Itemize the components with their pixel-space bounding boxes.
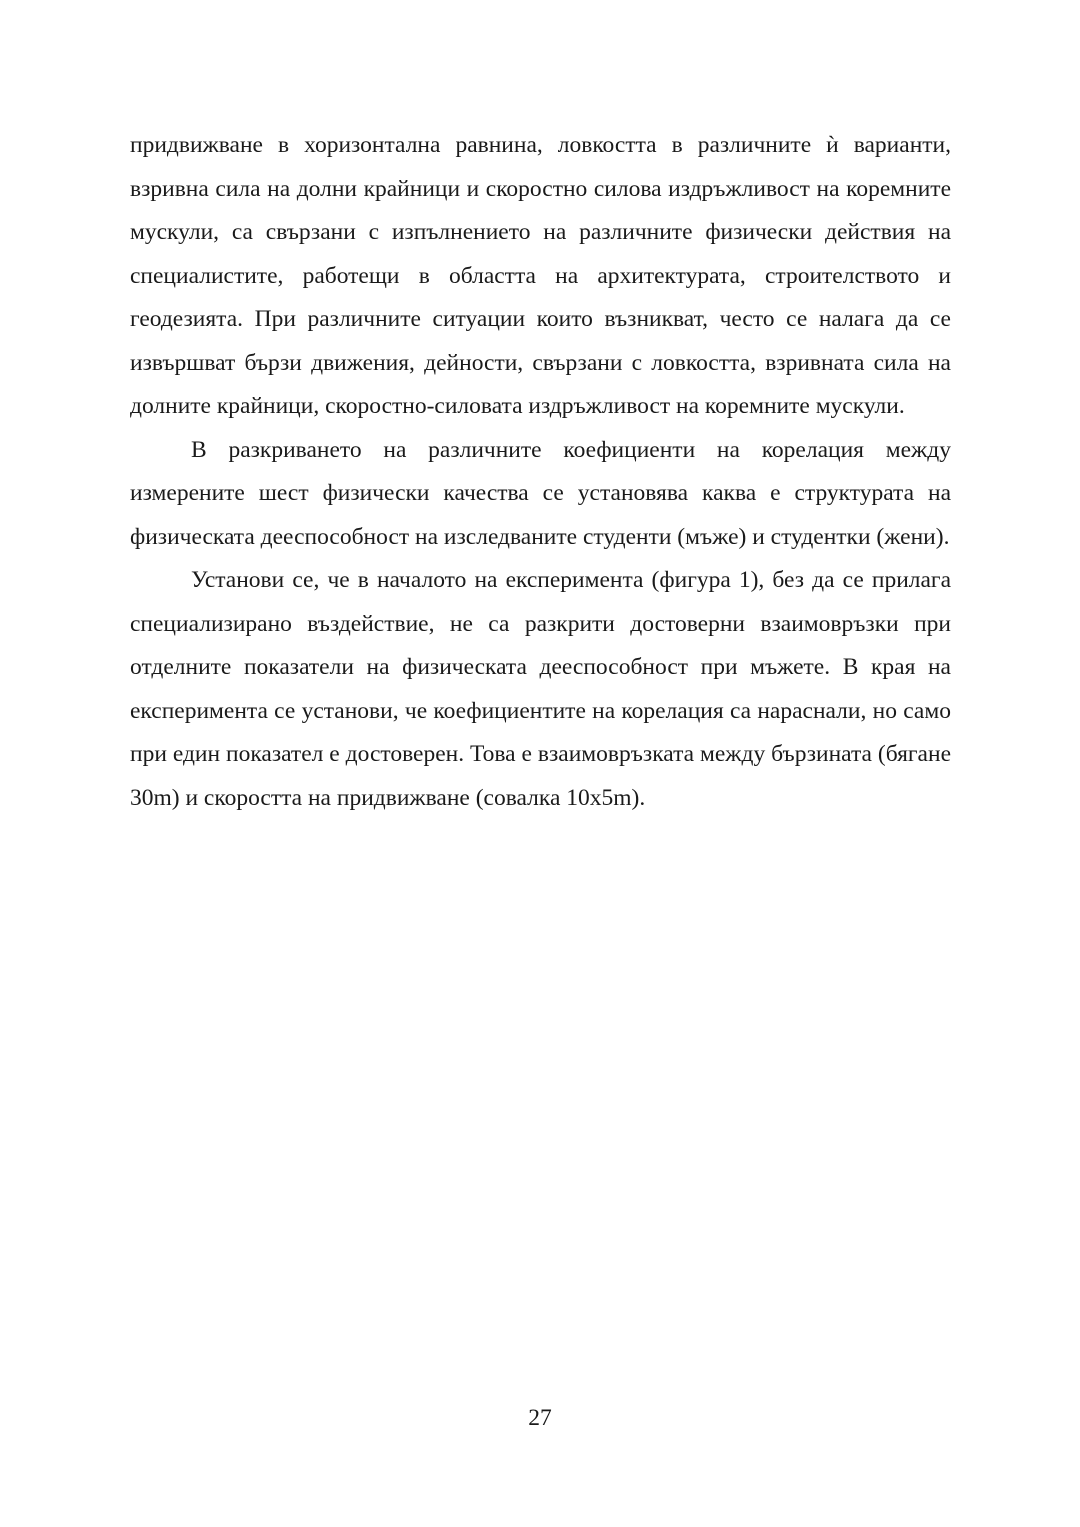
paragraph-correlation-structure: В разкриването на различните коефициенти на корелация между измерените шест физически качества се установява каква е структурата на физическата дееспособност на изследваните студенти (мъже) и студентки (жени). bbox=[130, 436, 951, 550]
page-number: 27 bbox=[528, 1405, 552, 1431]
page-body bbox=[130, 124, 951, 820]
paragraph-experiment-results: Установи се, че в началото на експеримента (фигура 1), без да се прилага специализирано въздействие, не са разкрити достоверни взаимовръзки при отделните показатели на физическата дееспособност при мъжете. В края на експеримента се установи, че коефициентите на корелация са нараснали, но само при един показател е достоверен. Това е взаимовръзката между бързината (бягане 30m) и скоростта на придвижване (совалка 10x5m). bbox=[130, 567, 951, 811]
paragraph-continuation: придвижване в хоризонтална равнина, ловкостта в различните ѝ варианти, взривна сила на долни крайници и скоростно силова издръжливост на коремните мускули, са свързани с изпълнението на различните физически действия на специалистите, работещи в областта на архитектурата, строителството и геодезията. При различните ситуации които възникват, често се налага да се извършват бързи движения, дейности, свързани с ловкостта, взривната сила на долните крайници, скоростно-силовата издръжливост на коремните мускули. bbox=[130, 132, 951, 419]
